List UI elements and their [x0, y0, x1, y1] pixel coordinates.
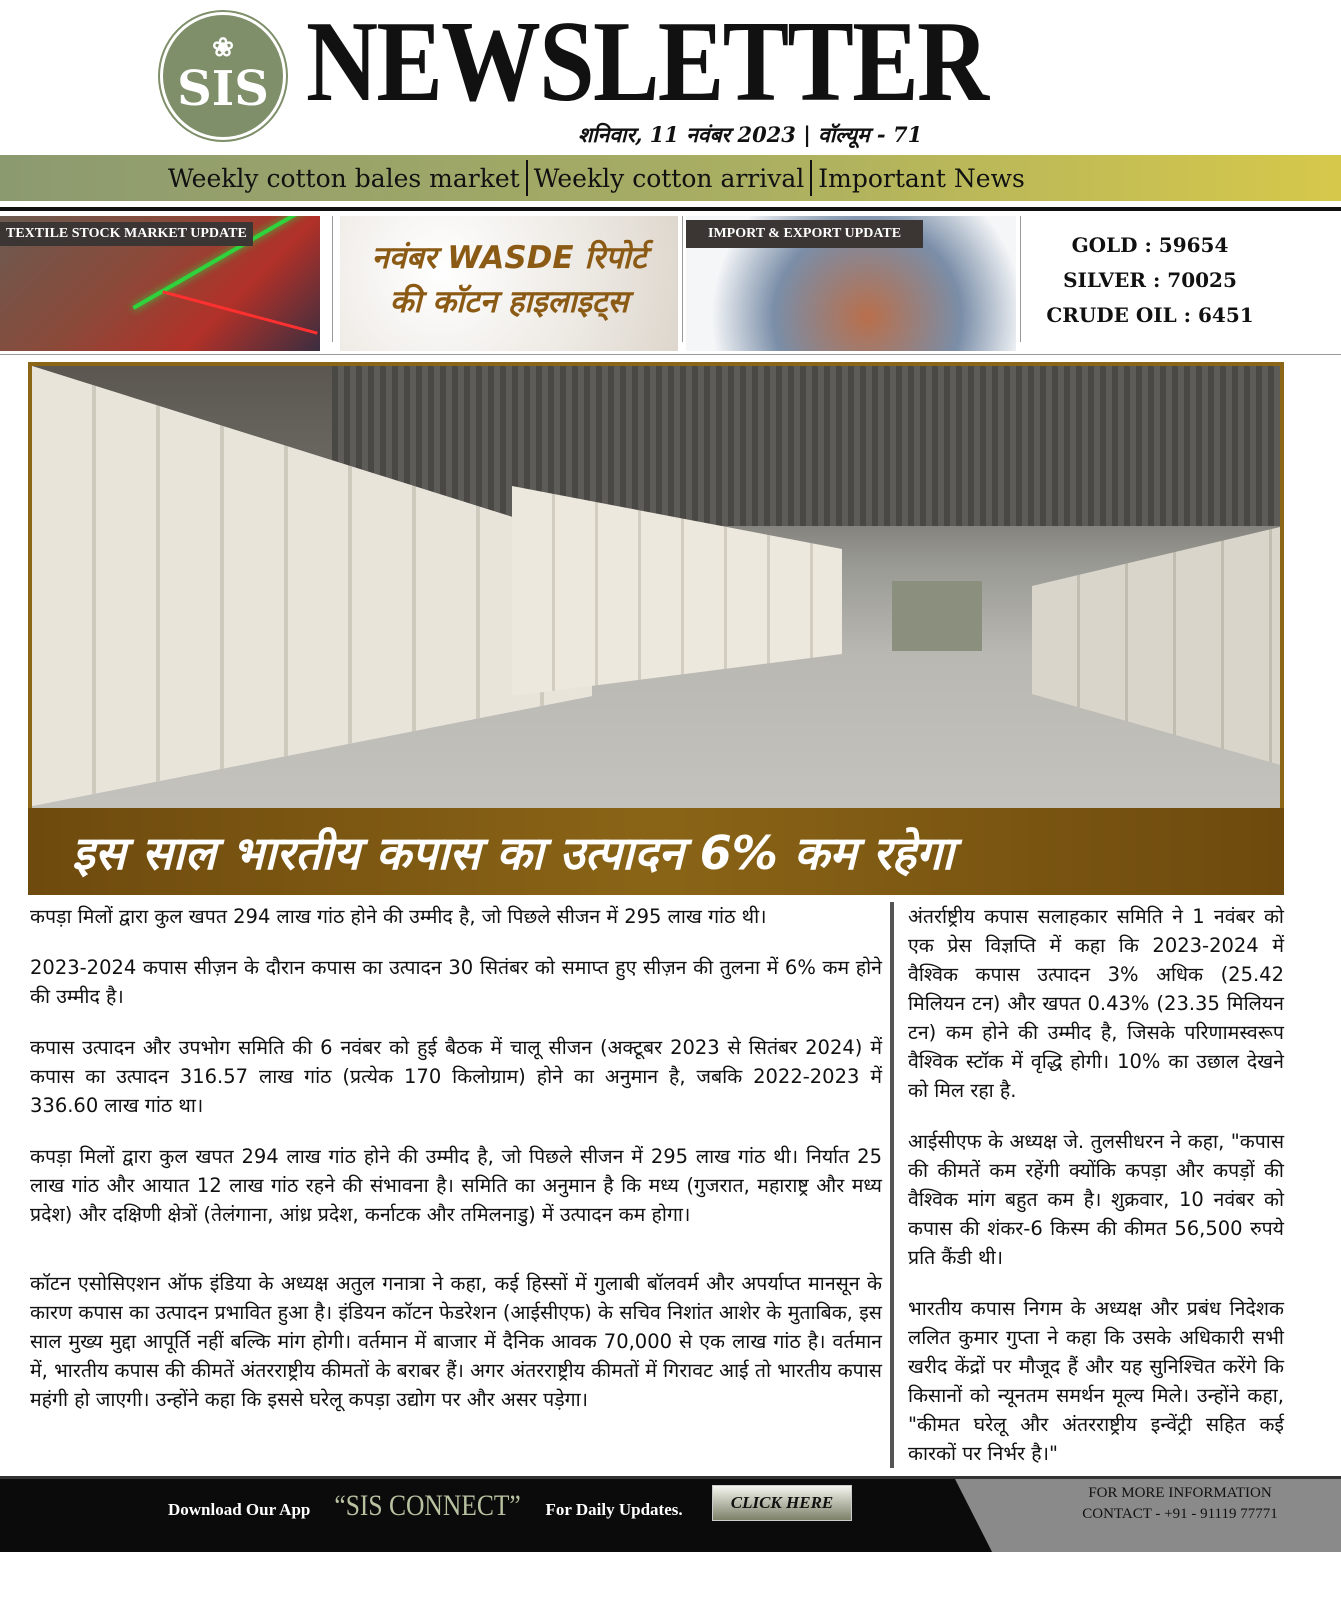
- right-column: [908, 902, 1284, 1468]
- stock-market-card[interactable]: [0, 216, 320, 351]
- header-rule: [0, 207, 1341, 211]
- paragraph: कपड़ा मिलों द्वारा कुल खपत 294 लाख गांठ होने की उम्मीद है, जो पिछले सीजन में 295 लाख गांठ थी। निर्यात 25 लाख गांठ और आयात 12 लाख गांठ रहने की संभावना है। समिति का अनुमान है कि मध्य (गुजरात, महाराष्ट्र और मध्य प्रदेश) और दक्षिणी क्षेत्रों (तेलंगाना, आंध्र प्रदेश, कर्नाटक और तमिलनाडु) में उत्पादन कम होगा।: [30, 1145, 882, 1226]
- promo-text: For Daily Updates.: [545, 1500, 683, 1519]
- left-column: [30, 902, 882, 1468]
- issue-date: शनिवार, 11 नवंबर 2023: [578, 122, 796, 147]
- sis-logo: [160, 12, 286, 140]
- section-nav: [0, 155, 1341, 201]
- issue-volume: वॉल्यूम - 71: [818, 122, 923, 147]
- nav-important-news[interactable]: Important News: [818, 163, 1025, 193]
- app-name: “SIS CONNECT”: [334, 1489, 522, 1522]
- nav-weekly-bales-market[interactable]: Weekly cotton bales market: [168, 163, 520, 193]
- wasde-line1: नवंबर WASDE रिपोर्ट: [371, 240, 647, 276]
- logo-text: SIS: [177, 61, 269, 117]
- headline: इस साल भारतीय कपास का उत्पादन 6% कम रहेगा: [28, 808, 1284, 895]
- contact-phone: CONTACT - +91 - 91119 77771: [1082, 1506, 1278, 1522]
- click-here-button[interactable]: CLICK HERE: [712, 1485, 852, 1521]
- column-divider: [890, 902, 894, 1468]
- app-promo: [168, 1489, 683, 1523]
- divider: [0, 354, 1341, 355]
- import-card-label: IMPORT & EXPORT UPDATE: [686, 220, 923, 248]
- promo-text: Download Our App: [168, 1500, 311, 1519]
- silver-price: SILVER : 70025: [1063, 268, 1237, 292]
- footer-bar: [0, 1476, 1341, 1552]
- contact-info: [1060, 1483, 1300, 1525]
- divider: [682, 216, 683, 342]
- down-trend-icon: [162, 290, 317, 334]
- nav-weekly-arrival[interactable]: Weekly cotton arrival: [533, 163, 805, 193]
- crude-price: CRUDE OIL : 6451: [1046, 303, 1254, 327]
- roof: [332, 366, 1284, 526]
- paragraph: अंतर्राष्ट्रीय कपास सलाहकार समिति ने 1 नवंबर को एक प्रेस विज्ञप्ति में कहा कि 2023-2024 में वैश्विक कपास उत्पादन 3% अधिक (25.42 मिलियन टन) और खपत 0.43% (23.35 मिलियन टन) कम होने की उम्मीद है, जिसके परिणामस्वरूप वैश्विक स्टॉक में वृद्धि होगी। 10% का उछाल देखने को मिल रहा है.: [908, 905, 1284, 1102]
- divider: [332, 216, 333, 342]
- warehouse-door: [892, 581, 982, 651]
- divider: [1020, 216, 1021, 342]
- article-columns: [0, 902, 1341, 1468]
- paragraph: कपास उत्पादन और उपभोग समिति की 6 नवंबर को हुई बैठक में चालू सीजन (अक्टूबर 2023 से सितंबर 2024) में कपास का उत्पादन 316.57 लाख गांठ (प्रत्येक 170 किलोग्राम) होने का अनुमान है, जबकि 2022-2023 में 336.60 लाख गांठ था।: [30, 1036, 882, 1117]
- dateline: शनिवार, 11 नवंबर 2023 | वॉल्यूम - 71: [578, 122, 923, 147]
- paragraph: कपड़ा मिलों द्वारा कुल खपत 294 लाख गांठ होने की उम्मीद है, जो पिछले सीजन में 295 लाख गांठ थी।: [30, 905, 767, 928]
- info-label: FOR MORE INFORMATION: [1088, 1485, 1272, 1501]
- import-export-card[interactable]: [686, 216, 1016, 351]
- paragraph: 2023-2024 कपास सीज़न के दौरान कपास का उत्पादन 30 सितंबर को समाप्त हुए सीज़न की तुलना में 6% कम होने की उम्मीद है।: [30, 956, 882, 1008]
- paragraph: भारतीय कपास निगम के अध्यक्ष और प्रबंध निदेशक ललित कुमार गुप्ता ने कहा कि उसके अधिकारी सभी खरीद केंद्रों पर मौजूद हैं और यह सुनिश्चित करेंगे कि किसानों को न्यूनतम समर्थन मूल्य मिले। उन्होंने कहा, "कीमत घरेलू और अंतरराष्ट्रीय इन्वेंट्री सहित कई कारकों पर निर्भर है।": [908, 1297, 1284, 1465]
- wasde-line2: की कॉटन हाइलाइट्स: [389, 284, 629, 320]
- paragraph: कॉटन एसोसिएशन ऑफ इंडिया के अध्यक्ष अतुल गनात्रा ने कहा, कई हिस्सों में गुलाबी बॉलवर्म और अपर्याप्त मानसून के कारण कपास का उत्पादन प्रभावित हुआ है। इंडियन कॉटन फेडरेशन (आईसीएफ) के सचिव निशांत आशेर के मुताबिक, इस साल मुख्य मुद्दा आपूर्ति नहीं बल्कि मांग होगी। वर्तमान में बाजार में दैनिक आवक 70,000 से एक लाख गांठ है। वर्तमान में, भारतीय कपास की कीमतें अंतरराष्ट्रीय कीमतों के बराबर हैं। अगर अंतरराष्ट्रीय कीमतों में गिरावट आई तो भारतीय कपास महंगी हो जाएगी। उन्होंने कहा कि इससे घरेलू कपड़ा उद्योग पर और असर पड़ेगा।: [30, 1272, 882, 1411]
- paragraph: आईसीएफ के अध्यक्ष जे. तुलसीधरन ने कहा, "कपास की कीमतें कम रहेंगी क्योंकि कपड़ा और कपड़ों की वैश्विक मांग बहुत कम है। शुक्रवार, 10 नवंबर को कपास की शंकर-6 किस्म की कीमत 56,500 रुपये प्रति कैंडी थी।: [908, 1130, 1284, 1269]
- cotton-flower-icon: ❀: [212, 33, 234, 63]
- commodity-prices: [1030, 228, 1270, 333]
- wasde-card[interactable]: [340, 216, 678, 351]
- newsletter-title: NEWSLETTER: [306, 0, 988, 126]
- article-and-footer: [0, 902, 1341, 1552]
- bale-stack: [1032, 526, 1284, 766]
- gold-price: GOLD : 59654: [1071, 233, 1229, 257]
- stock-card-label: TEXTILE STOCK MARKET UPDATE: [0, 222, 253, 246]
